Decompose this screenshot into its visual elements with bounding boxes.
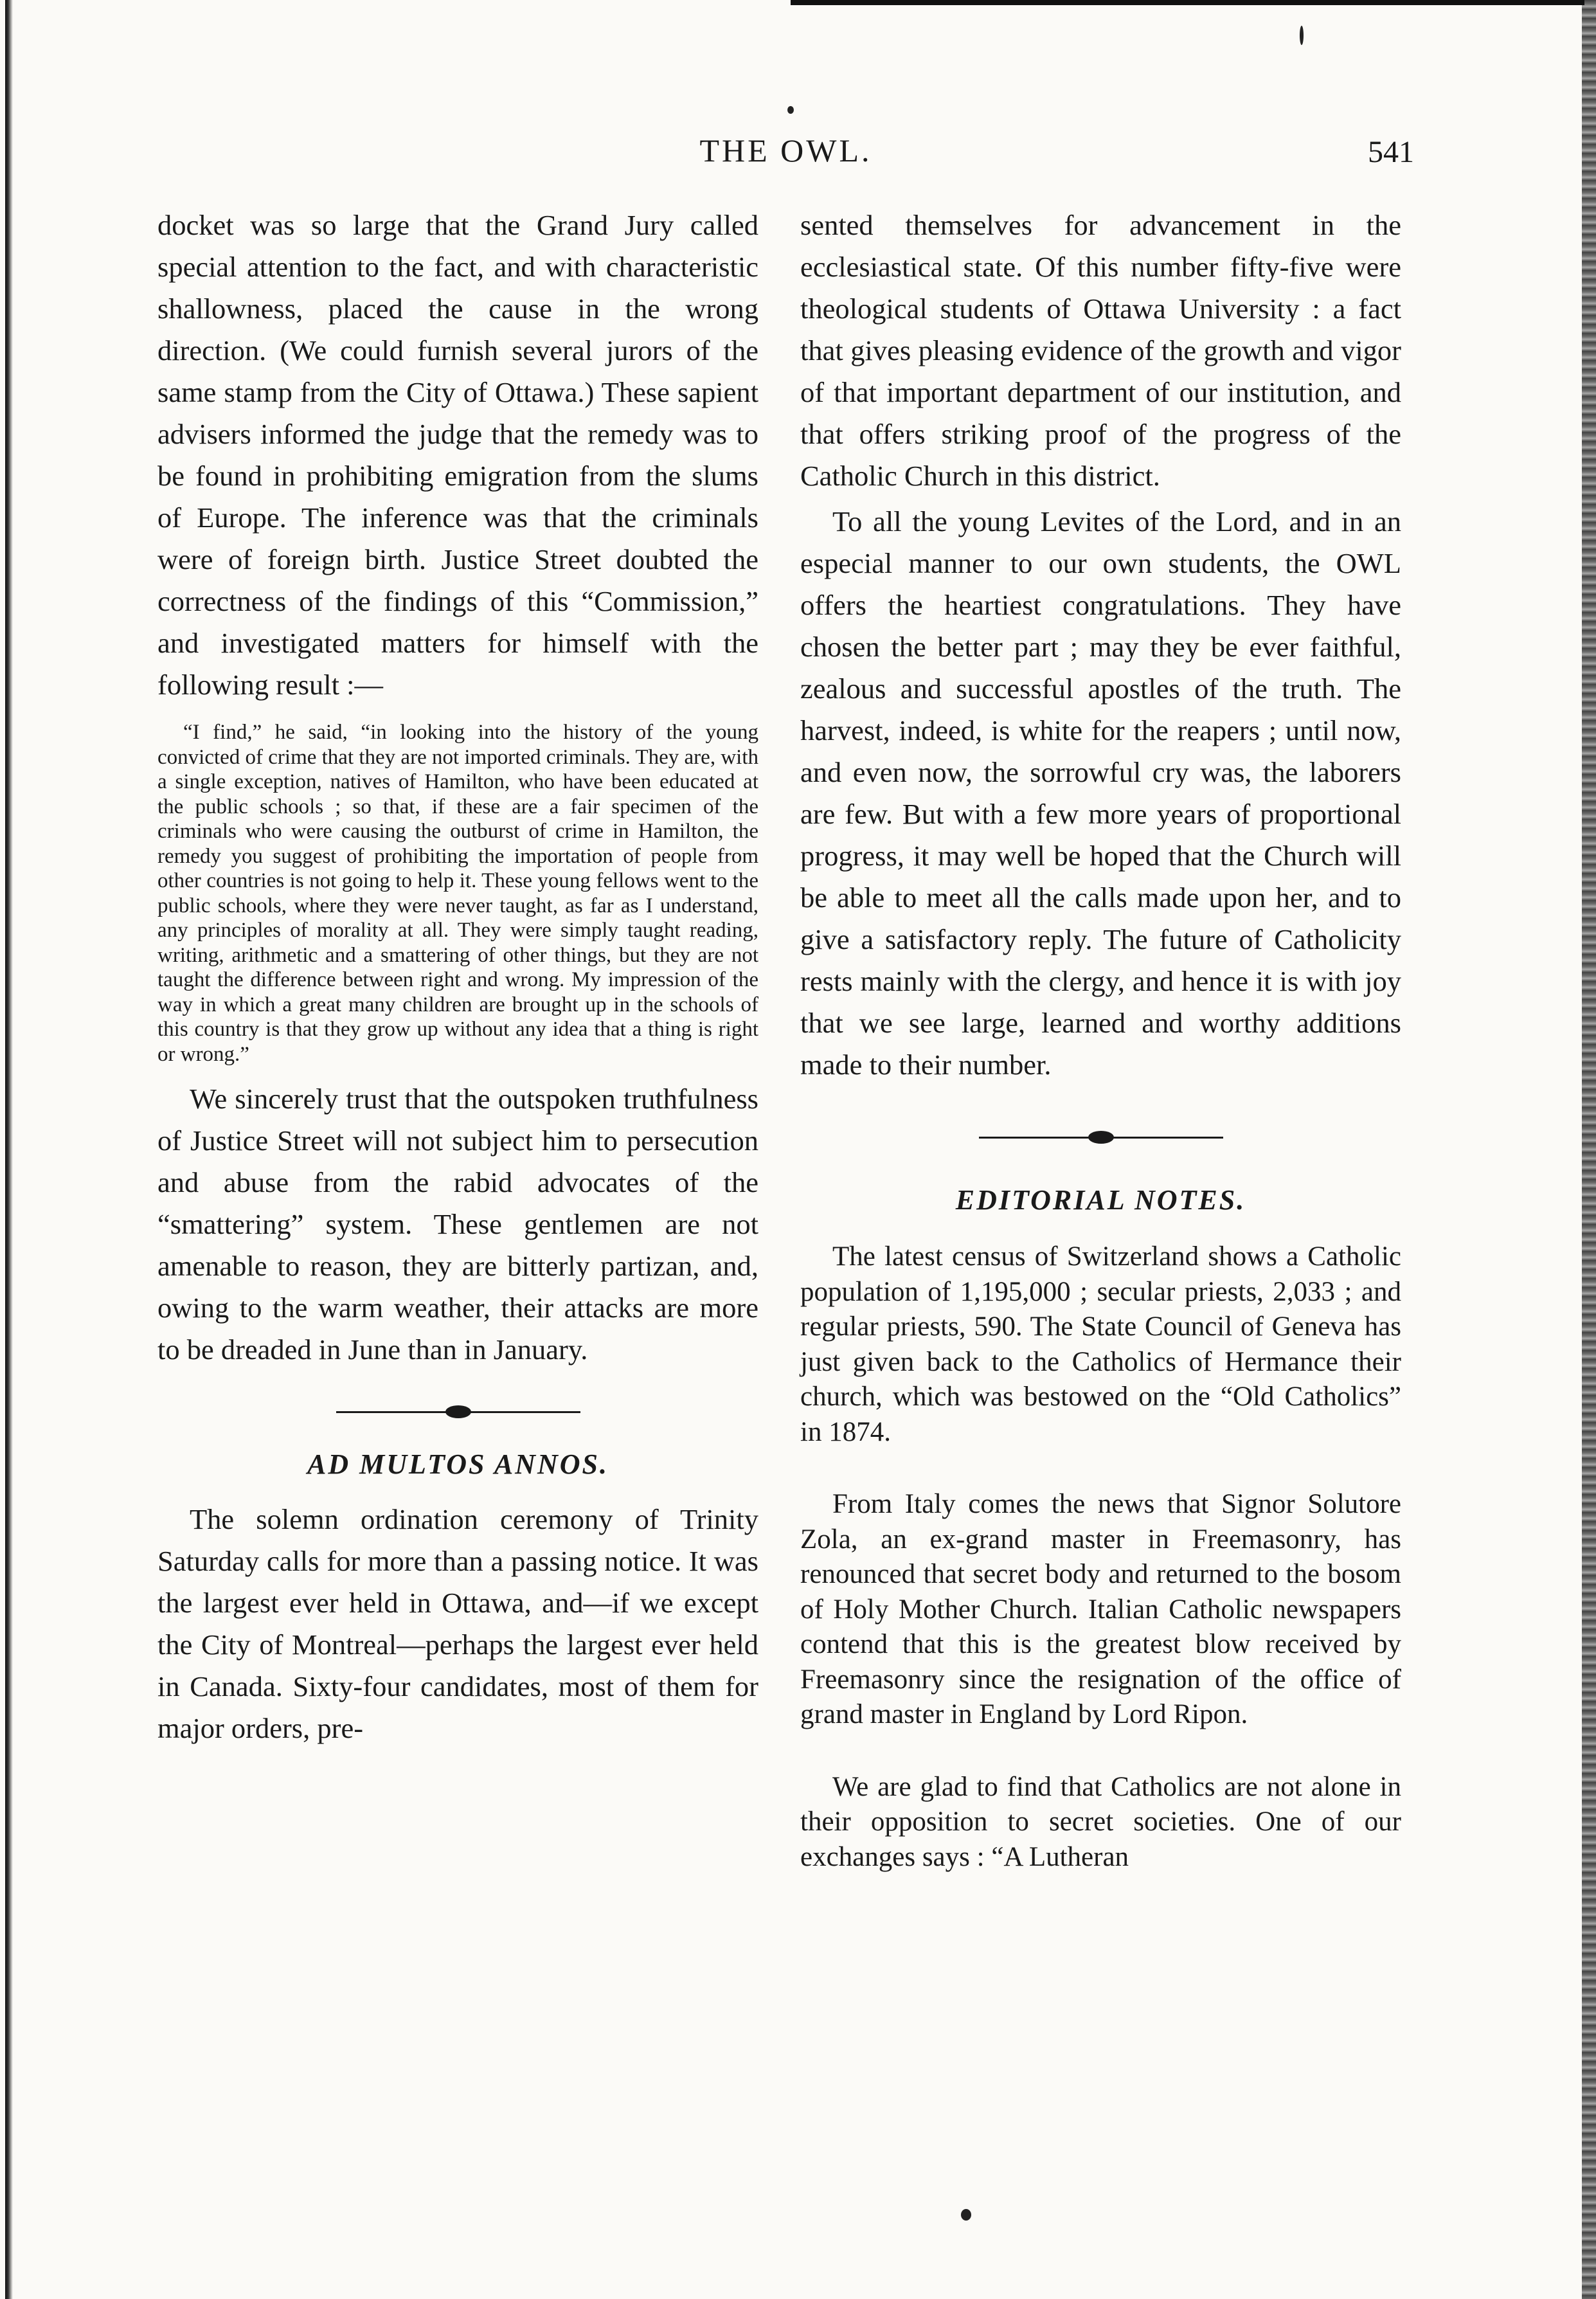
paragraph-docket: docket was so large that the Grand Jury called special attention to the fact, and with characteristic shallowness, placed the cause in the wrong direction. (We could furnish several jurors of the same stamp from the City of Ottawa.) These sapient advisers informed the judge that the remedy was to be found in prohibiting emigration from the slums of Europe. The inference was that the criminals were of foreign birth. Justice Street doubted the correctness of the findings of this “Commission,” and investigated matters for himself with the following result :— <box>157 209 758 701</box>
paragraph-outspoken-truthfulness: We sincerely trust that the outspoken truthfulness of Justice Street will not subject him to persecution and abuse from the rabid advocates of the “smattering” system. These gentlemen are not amenable to reason, they are bitterly partizan, and, owing to the warm weather, their attacks are more to be dreaded in June than in January. <box>157 1083 758 1366</box>
scan-speck <box>1300 26 1304 45</box>
page-header <box>157 132 1414 183</box>
divider-gem <box>445 1405 471 1418</box>
left-column <box>157 204 758 1749</box>
page-binding-edge <box>5 0 13 2299</box>
note-switzerland-census: The latest census of Switzerland shows a Catholic population of 1,195,000 ; secular priests, 2,033 ; and regular priests, 590. The State Council of Geneva has just given back to the Catholics of Hermance their church, which was bestowed on the “Old Catholics” in 1874. <box>800 1241 1401 1447</box>
scan-top-border <box>791 0 1584 5</box>
section-divider-ornament <box>336 1399 580 1425</box>
scan-speck <box>787 106 794 114</box>
paragraph-levites: To all the young Levites of the Lord, and in an especial manner to our own students, the OWL offers the heartiest congratulations. They have chosen the better part ; may they be ever faithful, zealous and successful apostles of the truth. The harvest, indeed, is white for the reapers ; until now, and even now, the sorrowful cry was, the laborers are few. But with a few more years of proportional progress, it may well be hoped that the Church will be able to meet all the calls made upon her, and to give a satisfactory reply. The future of Catholicity rests mainly with the clergy, and hence it is with joy that we see large, learned and worthy additions made to their number. <box>800 505 1401 1081</box>
right-column <box>800 204 1401 1875</box>
page-number: 541 <box>1368 135 1414 169</box>
section-title-ad-multos-annos: AD MULTOS ANNOS. <box>307 1448 609 1480</box>
note-secret-societies: We are glad to find that Catholics are not alone in their opposition to secret societies. One of our exchanges says : “A Lutheran <box>800 1771 1401 1872</box>
section-title-editorial-notes: EDITORIAL NOTES. <box>955 1184 1246 1216</box>
paragraph-ordination: The solemn ordination ceremony of Trinity Saturday calls for more than a passing notice. It was the largest ever held in Ottawa, and—if we except the City of Montreal—perhaps the largest ever held in Canada. Sixty-four candidates, most of them for major orders, pre- <box>157 1503 758 1744</box>
paragraph-advancement: sented themselves for advancement in the ecclesiastical state. Of this number fifty-five were theological students of Ottawa University : a fact that gives pleasing evidence of the growth and vigor of that important department of our institution, and that offers striking proof of the progress of the Catholic Church in this district. <box>800 209 1401 492</box>
note-italy-zola: From Italy comes the news that Signor Solutore Zola, an ex-grand master in Freemasonry, has renounced that secret body and returned to the bosom of Holy Mother Church. Italian Catholic newspapers contend that this is the greatest blow received by Freemasonry since the resignation of the office of grand master in England by Lord Ripon. <box>800 1489 1401 1729</box>
divider-gem <box>1088 1131 1114 1144</box>
section-divider-ornament <box>979 1124 1223 1150</box>
running-title: THE OWL. <box>699 132 872 168</box>
scan-speck <box>961 2209 971 2221</box>
page-fore-edge <box>1582 0 1596 2299</box>
block-quote-justice-street: “I find,” he said, “in looking into the history of the young convicted of crime that they are not imported criminals. They are, with a single exception, natives of Hamilton, who have been educated at the public schools ; so that, if these are a fair specimen of the criminals who were causing the outburst of crime in Hamilton, the remedy you suggest of prohibiting the importation of people from other countries is not going to help it. These young fellows went to the public schools, where they were never taught, as far as I understand, any principles of morality at all. They were simply taught reading, writing, arithmetic and a smattering of other things, but they are not taught the difference between right and wrong. My impression of the way in which a great many children are brought up in the schools of this country is that they grow up without any idea that a thing is right or wrong.” <box>157 721 758 1066</box>
